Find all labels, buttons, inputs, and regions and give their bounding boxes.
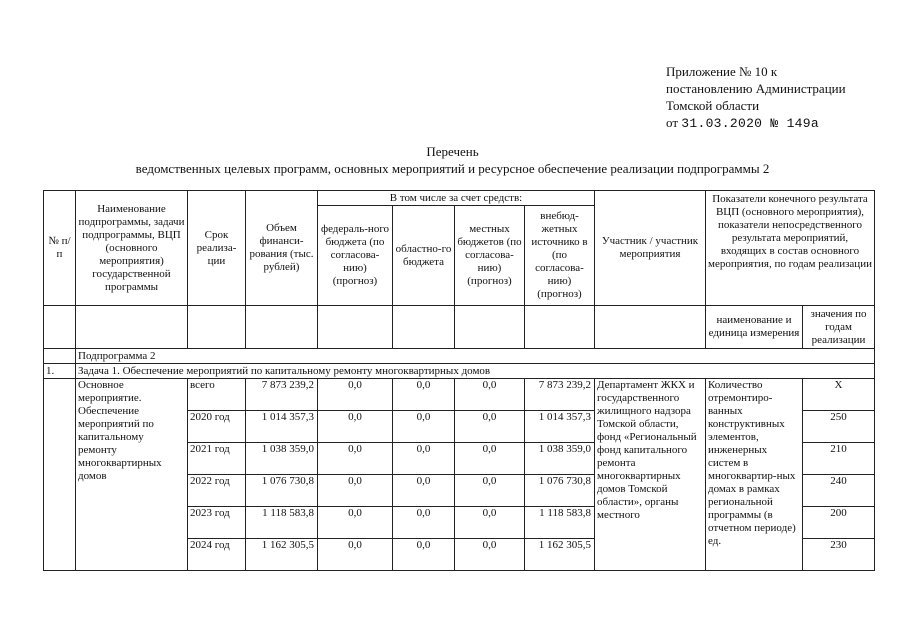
row-local: 0,0 xyxy=(455,507,525,539)
row-value: Х xyxy=(803,379,875,411)
row-regional: 0,0 xyxy=(393,411,455,443)
header-filler-9 xyxy=(595,306,706,349)
task-num: 1. xyxy=(44,364,76,379)
row-term: 2024 год xyxy=(188,539,246,571)
document-title xyxy=(0,143,905,177)
row-local: 0,0 xyxy=(455,443,525,475)
row-federal: 0,0 xyxy=(318,443,393,475)
subprogram-num xyxy=(44,349,76,364)
row-local: 0,0 xyxy=(455,379,525,411)
row-extra: 1 162 305,5 xyxy=(525,539,595,571)
row-extra: 1 118 583,8 xyxy=(525,507,595,539)
header-filler-8 xyxy=(525,306,595,349)
measure-num xyxy=(44,379,76,571)
row-term: 2020 год xyxy=(188,411,246,443)
row-regional: 0,0 xyxy=(393,539,455,571)
appendix-block xyxy=(666,63,846,132)
header-filler-1 xyxy=(44,306,76,349)
row-local: 0,0 xyxy=(455,411,525,443)
row-federal: 0,0 xyxy=(318,475,393,507)
row-volume: 7 873 239,2 xyxy=(246,379,318,411)
header-extra: внебюд-жетных источнико в (по согласова-нию) (прогноз) xyxy=(525,206,595,306)
row-federal: 0,0 xyxy=(318,411,393,443)
row-extra: 1 038 359,0 xyxy=(525,443,595,475)
row-term: всего xyxy=(188,379,246,411)
appendix-date-prefix: от xyxy=(666,115,679,130)
header-num: № п/п xyxy=(44,191,76,306)
row-local: 0,0 xyxy=(455,475,525,507)
participant-cell: Департамент ЖКХ и государственного жилищного надзора Томской области, фонд «Региональный фонд капитального ремонта многоквартирных домов Томской области», органы местного xyxy=(595,379,706,571)
indicator-cell: Количество отремонтиро-ванных конструктивных элементов, инженерных систем в многоквартир-ных домах в рамках региональной программы (в отчетном периоде) ед. xyxy=(706,379,803,571)
row-regional: 0,0 xyxy=(393,507,455,539)
subprogram-label: Подпрограмма 2 xyxy=(76,349,875,364)
row-regional: 0,0 xyxy=(393,475,455,507)
row-term: 2022 год xyxy=(188,475,246,507)
row-volume: 1 014 357,3 xyxy=(246,411,318,443)
header-filler-7 xyxy=(455,306,525,349)
row-federal: 0,0 xyxy=(318,539,393,571)
header-indicators: Показатели конечного результата ВЦП (основного мероприятия), показатели непосредственного результата мероприятий, входящих в состав основного мероприятия, по годам реализации xyxy=(706,191,875,306)
row-federal: 0,0 xyxy=(318,379,393,411)
measure-name: Основное мероприятие. Обеспечение мероприятий по капитальному ремонту многоквартирных домов xyxy=(76,379,188,571)
row-term: 2021 год xyxy=(188,443,246,475)
header-filler-3 xyxy=(188,306,246,349)
row-volume: 1 076 730,8 xyxy=(246,475,318,507)
row-regional: 0,0 xyxy=(393,379,455,411)
row-value: 200 xyxy=(803,507,875,539)
appendix-line-4 xyxy=(666,114,846,132)
header-filler-5 xyxy=(318,306,393,349)
header-filler-2 xyxy=(76,306,188,349)
header-name: Наименование подпрограммы, задачи подпрограммы, ВЦП (основного мероприятия) государственной программы xyxy=(76,191,188,306)
header-indicator-name: наименование и единица измерения xyxy=(706,306,803,349)
program-table xyxy=(43,190,875,571)
row-local: 0,0 xyxy=(455,539,525,571)
task-label: Задача 1. Обеспечение мероприятий по капитальному ремонту многоквартирных домов xyxy=(76,364,875,379)
row-term: 2023 год xyxy=(188,507,246,539)
appendix-line-1: Приложение № 10 к xyxy=(666,64,778,79)
row-regional: 0,0 xyxy=(393,443,455,475)
header-filler-6 xyxy=(393,306,455,349)
title-line-2: ведомственных целевых программ, основных мероприятий и ресурсное обеспечение реализации подпрограммы 2 xyxy=(135,161,770,176)
header-term: Срок реализа-ции xyxy=(188,191,246,306)
header-federal: федераль-ного бюджета (по согласова-нию) (прогноз) xyxy=(318,206,393,306)
row-value: 250 xyxy=(803,411,875,443)
header-local: местных бюджетов (по согласова-нию) (прогноз) xyxy=(455,206,525,306)
header-volume: Объем финанси-рования (тыс. рублей) xyxy=(246,191,318,306)
row-volume: 1 118 583,8 xyxy=(246,507,318,539)
header-filler-4 xyxy=(246,306,318,349)
header-including: В том числе за счет средств: xyxy=(318,191,595,206)
header-regional: областно-го бюджета xyxy=(393,206,455,306)
row-federal: 0,0 xyxy=(318,507,393,539)
header-participant: Участник / участник мероприятия xyxy=(595,191,706,306)
row-value: 210 xyxy=(803,443,875,475)
row-value: 230 xyxy=(803,539,875,571)
row-volume: 1 038 359,0 xyxy=(246,443,318,475)
row-extra: 7 873 239,2 xyxy=(525,379,595,411)
row-extra: 1 014 357,3 xyxy=(525,411,595,443)
row-volume: 1 162 305,5 xyxy=(246,539,318,571)
appendix-line-2: постановлению Администрации xyxy=(666,81,846,96)
header-indicator-values: значения по годам реализации xyxy=(803,306,875,349)
appendix-line-3: Томской области xyxy=(666,98,760,113)
appendix-date: 31.03.2020 № 149а xyxy=(681,116,819,131)
row-value: 240 xyxy=(803,475,875,507)
title-line-1: Перечень xyxy=(426,144,479,159)
row-extra: 1 076 730,8 xyxy=(525,475,595,507)
